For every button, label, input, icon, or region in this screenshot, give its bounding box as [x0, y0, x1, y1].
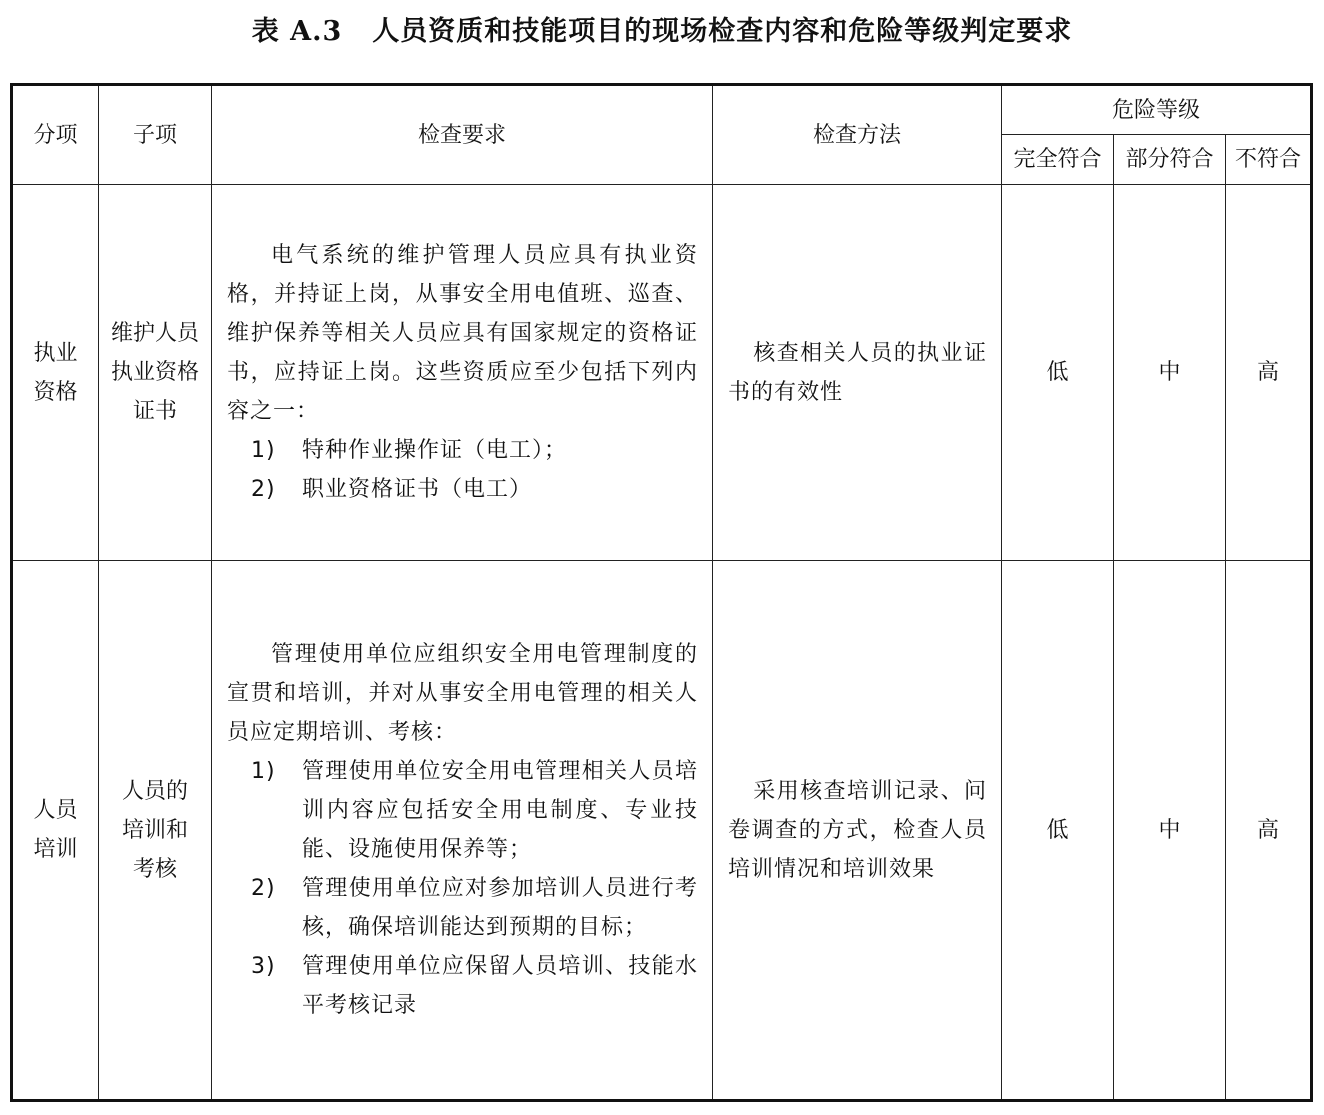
requirement-cell [212, 561, 713, 1101]
header-subitem: 子项 [99, 85, 212, 185]
header-method: 检查方法 [713, 85, 1002, 185]
level-partial-cell: 中 [1114, 185, 1226, 561]
list-marker: 2) [251, 477, 276, 502]
level-non-cell: 高 [1226, 561, 1312, 1101]
list-marker: 1) [251, 759, 276, 784]
list-item-text: 管理使用单位安全用电管理相关人员培训内容应包括安全用电制度、专业技能、设施使用保养等； [302, 759, 698, 862]
list-marker: 1) [251, 438, 276, 463]
requirement-cell [212, 185, 713, 561]
list-marker: 2) [251, 876, 276, 901]
header-requirement: 检查要求 [212, 85, 713, 185]
subitem-text: 人员的培训和考核 [121, 778, 188, 882]
inspection-table [10, 83, 1313, 1102]
header-category: 分项 [12, 85, 99, 185]
table-row [12, 561, 1312, 1101]
list-item [227, 869, 698, 947]
list-item-text: 职业资格证书（电工） [302, 477, 533, 502]
requirement-intro: 管理使用单位应组织安全用电管理制度的宣贯和培训，并对从事安全用电管理的相关人员应定期培训、考核： [227, 642, 698, 745]
category-cell [12, 185, 99, 561]
list-item-text: 管理使用单位应对参加培训人员进行考核，确保培训能达到预期的目标； [302, 876, 698, 940]
subitem-cell [99, 561, 212, 1101]
header-row-1 [12, 85, 1312, 135]
method-cell [713, 185, 1002, 561]
category-text: 人员培训 [33, 798, 78, 862]
subitem-cell [99, 185, 212, 561]
method-text: 核查相关人员的执业证书的有效性 [728, 340, 987, 405]
list-item-text: 特种作业操作证（电工）； [302, 438, 568, 463]
level-full-cell: 低 [1002, 561, 1114, 1101]
requirement-list [227, 431, 698, 509]
level-non-cell: 高 [1226, 185, 1312, 561]
requirement-intro: 电气系统的维护管理人员应具有执业资格，并持证上岗，从事安全用电值班、巡查、维护保养等相关人员应具有国家规定的资格证书，应持证上岗。这些资质应至少包括下列内容之一： [227, 243, 698, 424]
method-cell [713, 561, 1002, 1101]
category-cell [12, 561, 99, 1101]
table-title [0, 12, 1324, 52]
method-text: 采用核查培训记录、问卷调查的方式，检查人员培训情况和培训效果 [728, 778, 987, 882]
level-partial-cell: 中 [1114, 561, 1226, 1101]
list-item-text: 管理使用单位应保留人员培训、技能水平考核记录 [302, 954, 698, 1018]
table-row [12, 185, 1312, 561]
requirement-list [227, 752, 698, 1025]
level-full-cell: 低 [1002, 185, 1114, 561]
list-item [227, 752, 698, 869]
header-non-compliance: 不符合 [1226, 135, 1312, 185]
header-full-compliance: 完全符合 [1002, 135, 1114, 185]
list-marker: 3) [251, 954, 276, 979]
category-text: 执业资格 [33, 340, 78, 405]
subitem-text: 维护人员执业资格证书 [110, 321, 199, 424]
header-risk-level: 危险等级 [1002, 85, 1312, 135]
header-partial-compliance: 部分符合 [1114, 135, 1226, 185]
table-number: 表 A.3 [251, 16, 343, 47]
list-item [227, 470, 698, 509]
list-item [227, 431, 698, 470]
table-caption: 人员资质和技能项目的现场检查内容和危险等级判定要求 [372, 16, 1073, 47]
list-item [227, 947, 698, 1025]
